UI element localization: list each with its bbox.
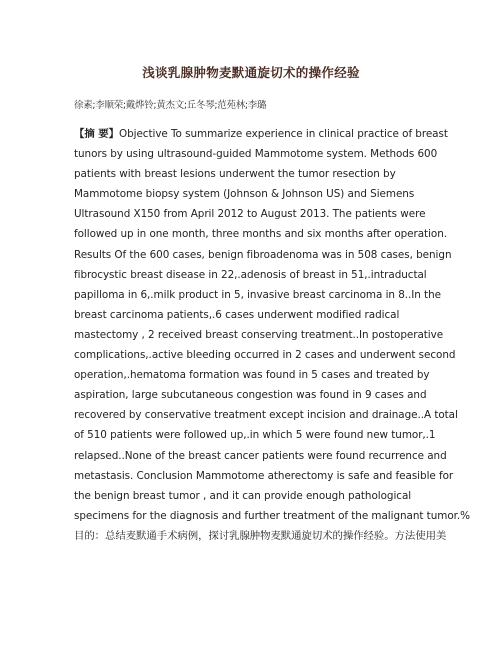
abstract-line: relapsed..None of the breast cancer patients were found recurrence and	[74, 449, 447, 462]
abstract-line: followed up in one month, three months and six months after operation.	[74, 228, 448, 241]
abstract-line: operation,.hematoma formation was found in 5 cases and treated by	[74, 369, 430, 382]
abstract-line: Results Of the 600 cases, benign fibroadenoma was in 508 cases, benign	[74, 248, 452, 261]
abstract-line: the benign breast tumor , and it can provide enough pathological	[74, 489, 412, 502]
abstract-line: specimens for the diagnosis and further treatment of the malignant tumor.%	[74, 509, 470, 522]
abstract-line: aspiration, large subcutaneous congestion was found in 9 cases and	[74, 389, 427, 402]
abstract-line: recovered by conservative treatment except incision and drainage..A total	[74, 409, 458, 422]
abstract-line: Mammotome biopsy system (Johnson & Johnson US) and Siemens	[74, 188, 415, 201]
abstract-line: metastasis. Conclusion Mammotome atherectomy is safe and feasible for	[74, 469, 454, 482]
author-list: 徐素;李顺荣;戴烨铃;黄杰文;丘冬琴;范苑林;李璐	[74, 100, 267, 111]
document-title: 浅谈乳腺肿物麦默通旋切术的操作经验	[142, 65, 360, 80]
abstract-line: 目的：总结麦默通手术病例，探讨乳腺肿物麦默通旋切术的操作经验。方法使用美	[74, 529, 447, 542]
abstract-line: of 510 patients were followed up,.in which 5 were found new tumor,.1	[74, 429, 436, 442]
abstract-line: papilloma in 6,.milk product in 5, invasive breast carcinoma in 8..In the	[74, 288, 441, 301]
abstract-line: complications,.active bleeding occurred in 2 cases and underwent second	[74, 349, 456, 362]
abstract-line: mastectomy , 2 received breast conserving treatment..In postoperative	[74, 328, 444, 341]
abstract-line: breast carcinoma patients,.6 cases underwent modified radical	[74, 308, 400, 321]
abstract-body	[74, 124, 470, 546]
abstract-label: 【摘 要】	[74, 128, 119, 140]
abstract-line: fibrocystic breast disease in 22,.adenosis of breast in 51,.intraductal	[74, 268, 427, 281]
abstract-line: Ultrasound X150 from April 2012 to August 2013. The patients were	[74, 208, 426, 221]
abstract-line: tunors by using ultrasound-guided Mammotome system. Methods 600	[74, 148, 438, 161]
abstract-line: patients with breast lesions underwent the tumor resection by	[74, 168, 396, 181]
abstract-line	[74, 124, 448, 144]
abstract-line-text: Objective To summarize experience in clinical practice of breast	[118, 128, 448, 140]
